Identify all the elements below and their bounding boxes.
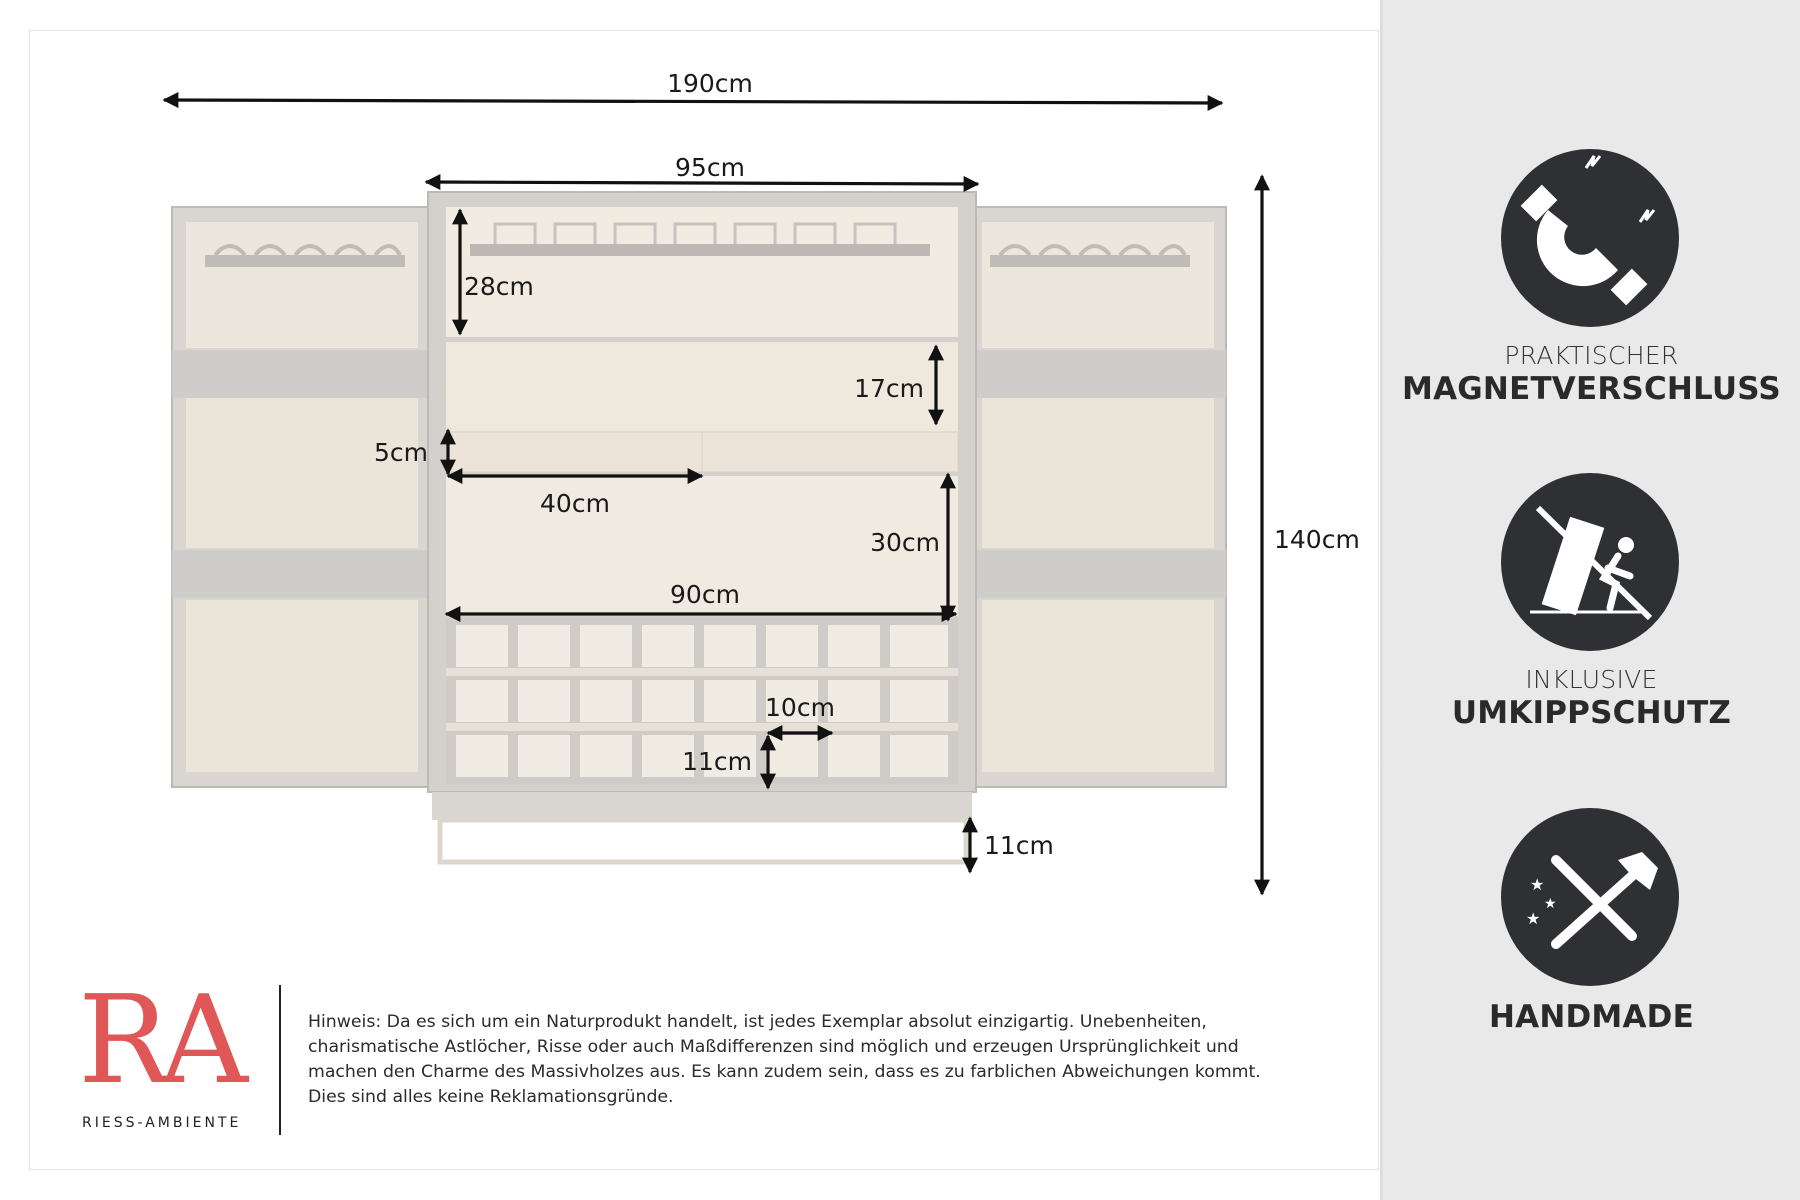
label-cell-height: 11cm	[682, 747, 752, 776]
label-total-width: 190cm	[667, 69, 753, 98]
label-lower-compartment-height: 30cm	[870, 528, 940, 557]
magnet-icon	[1501, 149, 1679, 327]
cabinet-right-door	[968, 207, 1226, 787]
feature-antitip-title: UMKIPPSCHUTZ	[1451, 695, 1732, 731]
feature-magnet-title: MAGNETVERSCHLUSS	[1402, 371, 1781, 407]
brand-logo: RA	[78, 969, 238, 1111]
label-cell-width: 10cm	[765, 693, 835, 722]
handmade-tools-icon	[1501, 808, 1679, 986]
label-body-width: 95cm	[675, 153, 745, 182]
star-glyph: ★	[1526, 909, 1541, 928]
label-inner-width: 90cm	[670, 580, 740, 609]
cabinet-left-door	[172, 207, 430, 787]
label-base-height: 11cm	[984, 831, 1054, 860]
star-glyph: ★	[1544, 896, 1557, 912]
label-total-height: 140cm	[1274, 525, 1360, 554]
arrow-total-width	[164, 100, 1222, 103]
label-drawer-width: 40cm	[540, 489, 610, 518]
star-glyph: ★	[1530, 875, 1545, 894]
arrow-body-width	[426, 182, 978, 184]
product-note: Hinweis: Da es sich um ein Naturprodukt handelt, ist jedes Exemplar absolut einzigartig. Unebenheiten, charismatische Astlöcher, Risse oder auch Maßdifferenzen sind möglich und erzeugen Ursprünglichkeit und machen den Charme des Massivholzes aus. Es kann zudem sein, dass es zu farblichen Abweichungen kommt. Dies sind alles keine Reklamationsgründe.	[308, 1012, 1261, 1107]
logo-divider	[279, 985, 281, 1135]
label-drawer-height: 5cm	[373, 438, 428, 467]
cabinet-base-frame	[432, 792, 972, 862]
feature-antitip-subtitle: INKLUSIVE	[1525, 665, 1658, 694]
feature-magnet-subtitle: PRAKTISCHER	[1504, 341, 1679, 370]
brand-name: RIESS-AMBIENTE	[82, 1115, 242, 1131]
label-shelf-height: 17cm	[854, 374, 924, 403]
label-top-compartment-height: 28cm	[464, 272, 534, 301]
feature-handmade-title: HANDMADE	[1489, 999, 1694, 1035]
anti-tip-icon	[1501, 473, 1679, 651]
